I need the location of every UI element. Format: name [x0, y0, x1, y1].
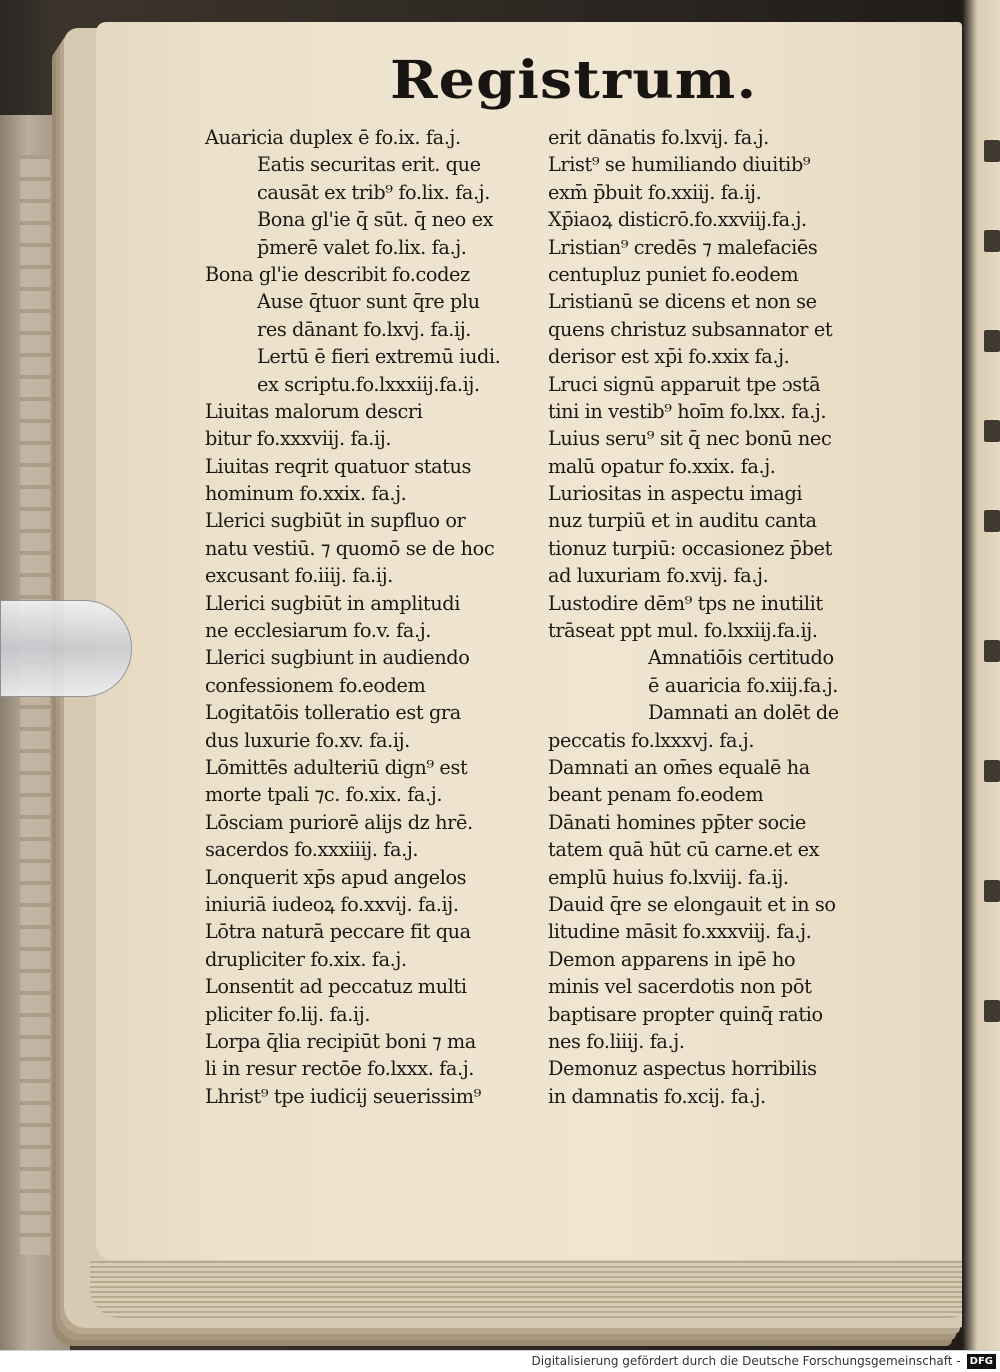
left-column-entry: Bona gl'ie describit fo.codez [205, 262, 470, 286]
right-column-entry: nuz turpiū et in auditu canta [548, 509, 817, 533]
right-column-entry: Luriositas in aspectu imagi [548, 482, 803, 506]
right-column-entry: tini in vestib⁹ hoīm fo.lxx. fa.j. [548, 399, 827, 423]
left-column-entry: Lōsciam puriorē alijs dz hrē. [205, 810, 473, 834]
left-column-entry: Liuitas reqrit quatuor status [205, 454, 472, 478]
right-column-entry: erit dānatis fo.lxvij. fa.j. [548, 126, 769, 149]
footer-text: Digitalisierung gefördert durch die Deutsche Forschungsgemeinschaft - [531, 1354, 961, 1368]
left-column-entry: Llerici sugbiunt in audiendo [205, 646, 470, 670]
left-column-entry: Ause q̄tuor sunt q̄re plu [257, 290, 480, 314]
right-column-entry: Dānati homines pp̄ter socie [548, 810, 806, 834]
right-column-entry: Damnati an om̄es equalē ha [548, 755, 810, 779]
right-column-entry: derisor est xp̄i fo.xxix fa.j. [548, 345, 790, 369]
register-column-left [205, 124, 500, 1110]
right-column-entry: tatem quā hūt cū carne.et ex [548, 838, 820, 862]
right-column-entry: Luius seru⁹ sit q̄ nec bonū nec [548, 427, 832, 451]
right-column-entry: nes fo.liiij. fa.j. [548, 1029, 685, 1053]
left-column-entry: confessionem fo.eodem [205, 673, 426, 697]
right-column-entry: baptisare propter quinq̄ ratio [548, 1002, 823, 1026]
right-column-entry: litudine māsit fo.xxxviij. fa.j. [548, 920, 812, 944]
right-column-entry: minis vel sacerdotis non pōt [548, 975, 812, 999]
right-column-entry: ē auaricia fo.xiij.fa.j. [648, 673, 839, 697]
left-column-entry: sacerdos fo.xxxiiij. fa.j. [205, 838, 419, 862]
right-column-entry: peccatis fo.lxxxvj. fa.j. [548, 728, 755, 752]
left-column-entry: p̄merē valet fo.lix. fa.j. [257, 235, 467, 259]
left-column-entry: hominum fo.xxix. fa.j. [205, 482, 407, 506]
left-column-entry: Llerici sugbiūt in amplitudi [205, 591, 460, 615]
right-column-entry: Lrist⁹ se humiliando diuitib⁹ [548, 153, 811, 177]
right-column-entry: Lristianū se dicens et non se [548, 290, 817, 314]
page-edges [90, 1258, 970, 1318]
book-cover-left [0, 115, 72, 1350]
left-column-entry: iniuriā iudeoꝝ fo.xxvij. fa.ij. [205, 892, 459, 916]
right-column-entry: Xp̄iaoꝝ disticrō.fo.xxviij.fa.j. [548, 208, 807, 232]
right-column-entry: Dauid q̄re se elongauit et in so [548, 892, 836, 916]
left-column-entry: pliciter fo.lij. fa.ij. [205, 1002, 371, 1026]
right-column-entry: Lristian⁹ credēs ⁊ malefaciēs [548, 235, 818, 259]
dfg-logo: DFG [967, 1354, 996, 1369]
right-column-entry: centupluz puniet fo.eodem [548, 262, 799, 286]
left-column-entry: dus luxurie fo.xv. fa.ij. [205, 728, 410, 752]
left-column-entry: Liuitas malorum descri [205, 399, 423, 423]
left-column-entry: Lōtra naturā peccare fit qua [205, 920, 471, 944]
footer [0, 1350, 1000, 1372]
right-column-entry: Damnati an dolēt de [648, 701, 839, 725]
left-column-entry: Lōmittēs adulteriū dign⁹ est [205, 755, 468, 779]
left-column-entry: Lorpa q̄lia recipiūt boni ⁊ ma [205, 1029, 476, 1053]
left-column-entry: Logitatōis tolleratio est gra [205, 701, 461, 725]
right-column-entry: exm̄ p̄buit fo.xxiij. fa.ij. [548, 180, 762, 204]
page-title: Registrum. [390, 50, 758, 111]
left-column-entry: ne ecclesiarum fo.v. fa.j. [205, 619, 432, 643]
left-column-entry: Auaricia duplex ē fo.ix. fa.j. [205, 126, 461, 149]
right-column-entry: in damnatis fo.xcij. fa.j. [548, 1084, 766, 1108]
right-column-entry: Lustodire dēm⁹ tps ne inutilit [548, 591, 823, 615]
facing-page-edge [962, 0, 1000, 1350]
right-column-entry: quens christuz subsannator et [548, 317, 833, 341]
right-column-entry: tionuz turpiū: occasionez p̄bet [548, 536, 832, 560]
left-column-entry: Eatis securitas erit. que [257, 153, 481, 177]
right-column-entry: Demon apparens in ipē ho [548, 947, 796, 971]
right-column-entry: beant penam fo.eodem [548, 783, 764, 807]
left-column-entry: Lertū ē fieri extremū iudi. [257, 345, 501, 369]
left-column-entry: Lhrist⁹ tpe iudicij seuerissim⁹ [205, 1084, 481, 1108]
left-column-entry: morte tpali ⁊c. fo.xix. fa.j. [205, 783, 443, 807]
left-column-entry: Lonquerit xp̄s apud angelos [205, 865, 467, 889]
left-column-entry: res dānant fo.lxvj. fa.ij. [257, 317, 472, 341]
right-column-entry: emplū huius fo.lxviij. fa.ij. [548, 865, 789, 889]
left-column-entry: Bona gl'ie q̄ sūt. q̄ neo ex [257, 208, 494, 232]
left-column-entry: Llerici sugbiūt in supfluo or [205, 509, 466, 533]
right-column-entry: Demonuz aspectus horribilis [548, 1057, 817, 1081]
left-column-entry: li in resur rectōe fo.lxxx. fa.j. [205, 1057, 475, 1081]
page-clip [0, 600, 132, 697]
left-column-entry: bitur fo.xxxviij. fa.ij. [205, 427, 392, 451]
left-column-entry: ex scriptu.fo.lxxxiij.fa.ij. [257, 372, 480, 396]
left-column-entry: Lonsentit ad peccatuz multi [205, 975, 467, 999]
left-column-entry: causāt ex trib⁹ fo.lix. fa.j. [257, 180, 490, 204]
right-column-entry: ad luxuriam fo.xvij. fa.j. [548, 564, 769, 588]
left-column-entry: excusant fo.iiij. fa.ij. [205, 564, 393, 588]
right-column-entry: Amnatiōis certitudo [648, 646, 834, 670]
right-column-entry: Lruci signū apparuit tpe ɔstā [548, 372, 821, 396]
right-column-entry: malū opatur fo.xxix. fa.j. [548, 454, 776, 478]
left-column-entry: drupliciter fo.xix. fa.j. [205, 947, 407, 971]
left-column-entry: natu vestiū. ⁊ quomō se de hoc [205, 536, 495, 560]
register-column-right [548, 124, 839, 1110]
right-column-entry: trāseat ppt mul. fo.lxxiij.fa.ij. [548, 619, 818, 643]
